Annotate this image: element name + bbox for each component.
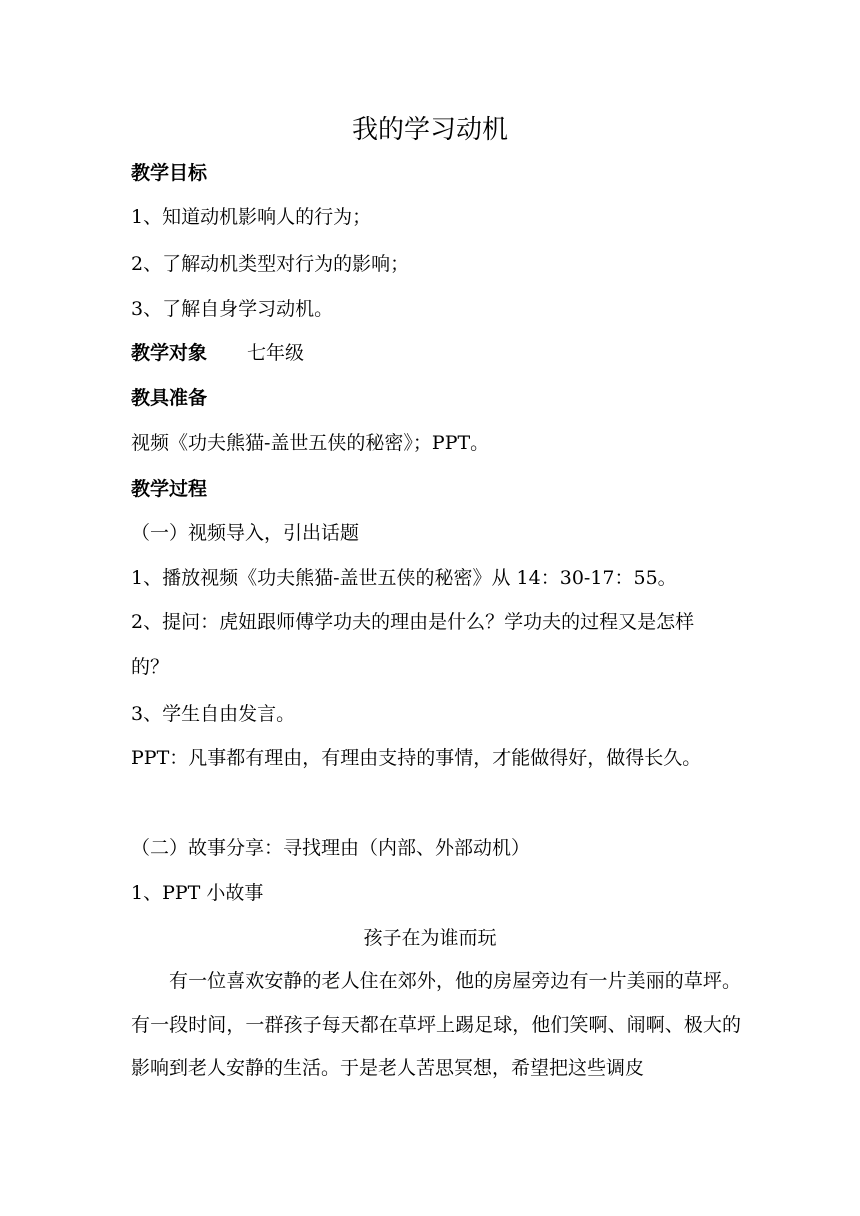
section1-step: 3、学生自由发言。 [131,703,296,725]
objective-item: 2、了解动机类型对行为的影响； [131,253,410,275]
story-paragraph: 有一位喜欢安静的老人住在郊外，他的房屋旁边有一片美丽的草坪。有一段时间，一群孩子每天都在草坪上踢足球，他们笑啊、闹啊、极大的影响到老人安静的生活。于是老人苦思冥想，希望把这些调皮 [131,970,741,1079]
section1-title: （一）视频导入，引出话题 [131,522,360,544]
materials-text: 视频《功夫熊猫-盖世五侠的秘密》；PPT。 [131,432,490,454]
objective-item: 1、知道动机影响人的行为； [131,206,372,228]
section1-step: 1、播放视频《功夫熊猫-盖世五侠的秘密》从 14：30-17：55。 [131,567,677,589]
process-heading: 教学过程 [131,478,208,500]
page-title: 我的学习动机 [351,115,508,145]
objective-item: 3、了解自身学习动机。 [131,298,334,320]
section2-title: （二）故事分享：寻找理由（内部、外部动机） [131,837,531,859]
audience-value: 七年级 [247,342,305,364]
ppt-note: PPT：凡事都有理由，有理由支持的事情，才能做得好，做得长久。 [131,747,702,769]
objectives-heading: 教学目标 [131,162,208,184]
story-title: 孩子在为谁而玩 [363,927,497,949]
section2-step: 1、PPT 小故事 [131,882,264,904]
section1-step: 2、提问：虎妞跟师傅学功夫的理由是什么？学功夫的过程又是怎样 [131,611,695,633]
audience-row [131,341,800,365]
audience-heading: 教学对象 [131,342,208,364]
section1-step-continued: 的？ [131,656,170,678]
materials-heading: 教具准备 [131,387,208,409]
